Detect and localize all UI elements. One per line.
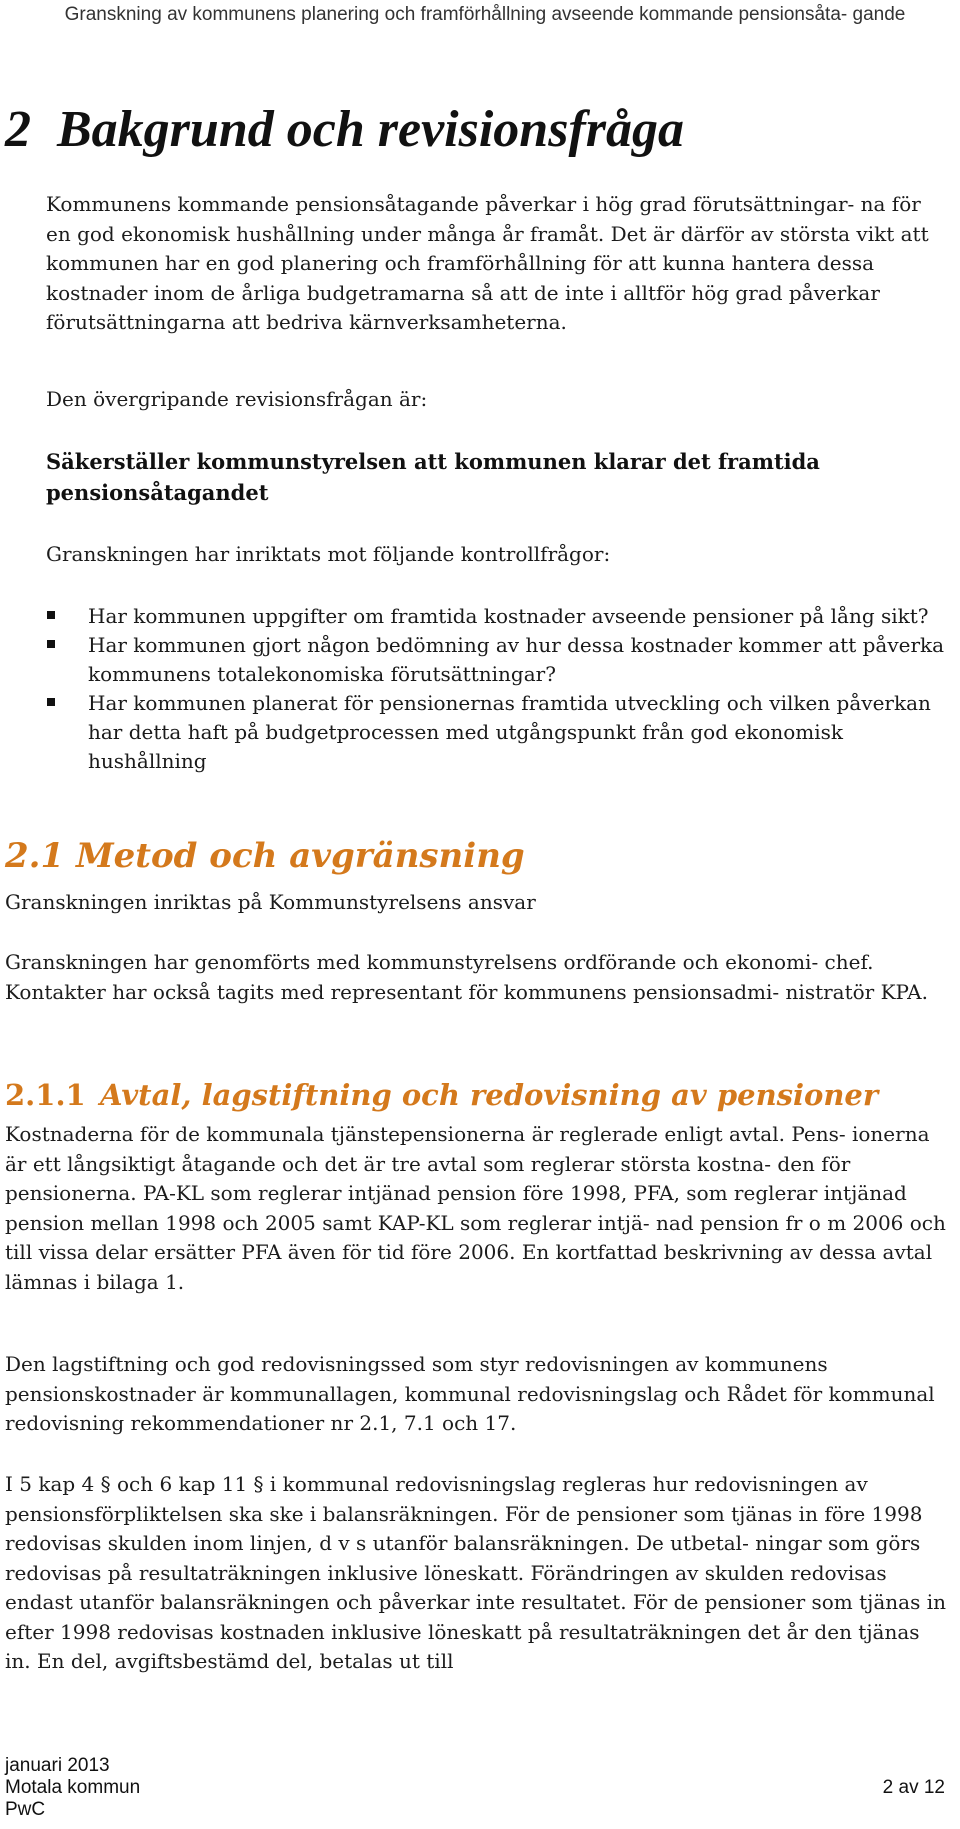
method-paragraph-1: Granskningen inriktas på Kommunstyrelsens ansvar: [5, 890, 536, 914]
section-heading-2-1: [5, 834, 525, 878]
section-number: 2.1: [5, 836, 65, 876]
list-item: [46, 689, 951, 776]
bullet-icon: [47, 611, 55, 619]
agreements-paragraph: Kostnaderna för de kommunala tjänstepensionerna är reglerade enligt avtal. Pens- ionerna är ett långsiktigt åtagande och det är tre avtal som reglerar största kostna- den för pensionerna. PA-KL som reglerar intjänad pension före 1998, PFA, som reglerar intjänad pension mellan 1998 och 2005 samt KAP-KL som reglerar intjä- nad pension fr o m 2006 och till vissa delar ersätter PFA även för tid före 2006. En kortfattad beskrivning av dessa avtal lämnas i bilaga 1.: [5, 1122, 946, 1294]
method-paragraph-2: Granskningen har genomförts med kommunstyrelsens ordförande och ekonomi- chef. Kontakter har också tagits med representant för kommunens pensionsadmi- nistratör KPA.: [5, 950, 928, 1004]
footer-firm: PwC: [5, 1799, 46, 1820]
chapter-title: Bakgrund och revisionsfråga: [57, 101, 684, 158]
page-footer: [5, 1755, 950, 1821]
footer-organization: Motala kommun: [5, 1777, 141, 1798]
control-questions-intro: Granskningen har inriktats mot följande kontrollfrågor:: [46, 542, 611, 566]
bullet-icon: [47, 698, 55, 706]
bullet-icon: [47, 640, 55, 648]
list-item: [46, 602, 951, 631]
intro-paragraph: Kommunens kommande pensionsåtagande påverkar i hög grad förutsättningar- na för en god ekonomisk hushållning under många år framåt. Det är därför av största vikt att kommunen har en god planering och framförhållning för att kunna hantera dessa kostnader inom de årliga budgetramarna så att de inte i alltför hög grad påverkar förutsättningarna att bedriva kärnverksamheterna.: [46, 192, 929, 334]
section-title: Metod och avgränsning: [76, 836, 525, 876]
footer-date: januari 2013: [5, 1755, 110, 1776]
main-audit-question: Säkerställer kommunstyrelsen att kommunen klarar det framtida pensionsåtagandet: [46, 449, 820, 505]
chapter-number: 2: [5, 101, 31, 158]
question-intro: Den övergripande revisionsfrågan är:: [46, 387, 428, 411]
page-number: 2 av 12: [882, 1777, 945, 1798]
section-heading-2-1-1: [5, 1076, 878, 1114]
running-header: Granskning av kommunens planering och framförhållning avseende kommande pensionsåta- gande: [64, 4, 906, 25]
accounting-paragraph: I 5 kap 4 § och 6 kap 11 § i kommunal redovisningslag regleras hur redovisningen av pensionsförpliktelsen ska ske i balansräkningen. För de pensioner som tjänas in före 1998 redovisas skulden inom linjen, d v s utanför balansräkningen. De utbetal- ningar som görs redovisas på resultaträkningen inklusive löneskatt. Förändringen av skulden redovisas endast utanför balansräkningen och påverkar inte resultatet. För de pensioner som tjänas in efter 1998 redovisas kostnaden inklusive löneskatt på resultaträkningen det år den tjänas in. En del, avgiftsbestämd del, betalas ut till: [5, 1472, 946, 1673]
subsection-title: Avtal, lagstiftning och redovisning av pensioner: [100, 1078, 879, 1112]
control-question-text: Har kommunen gjort någon bedömning av hur dessa kostnader kommer att påverka kommunens totalekonomiska förutsättningar?: [88, 633, 945, 686]
subsection-number: 2.1.1: [5, 1078, 86, 1112]
control-question-text: Har kommunen planerat för pensionernas framtida utveckling och vilken påverkan har detta haft på budgetprocessen med utgångspunkt från god ekonomisk hushållning: [88, 691, 931, 773]
chapter-heading: [5, 100, 684, 160]
list-item: [46, 631, 951, 689]
control-question-text: Har kommunen uppgifter om framtida kostnader avseende pensioner på lång sikt?: [88, 604, 929, 628]
legislation-paragraph: Den lagstiftning och god redovisningssed som styr redovisningen av kommunens pensionskostnader är kommunallagen, kommunal redovisningslag och Rådet för kommunal redovisning rekommendationer nr 2.1, 7.1 och 17.: [5, 1352, 935, 1435]
control-questions-list: [46, 602, 951, 776]
